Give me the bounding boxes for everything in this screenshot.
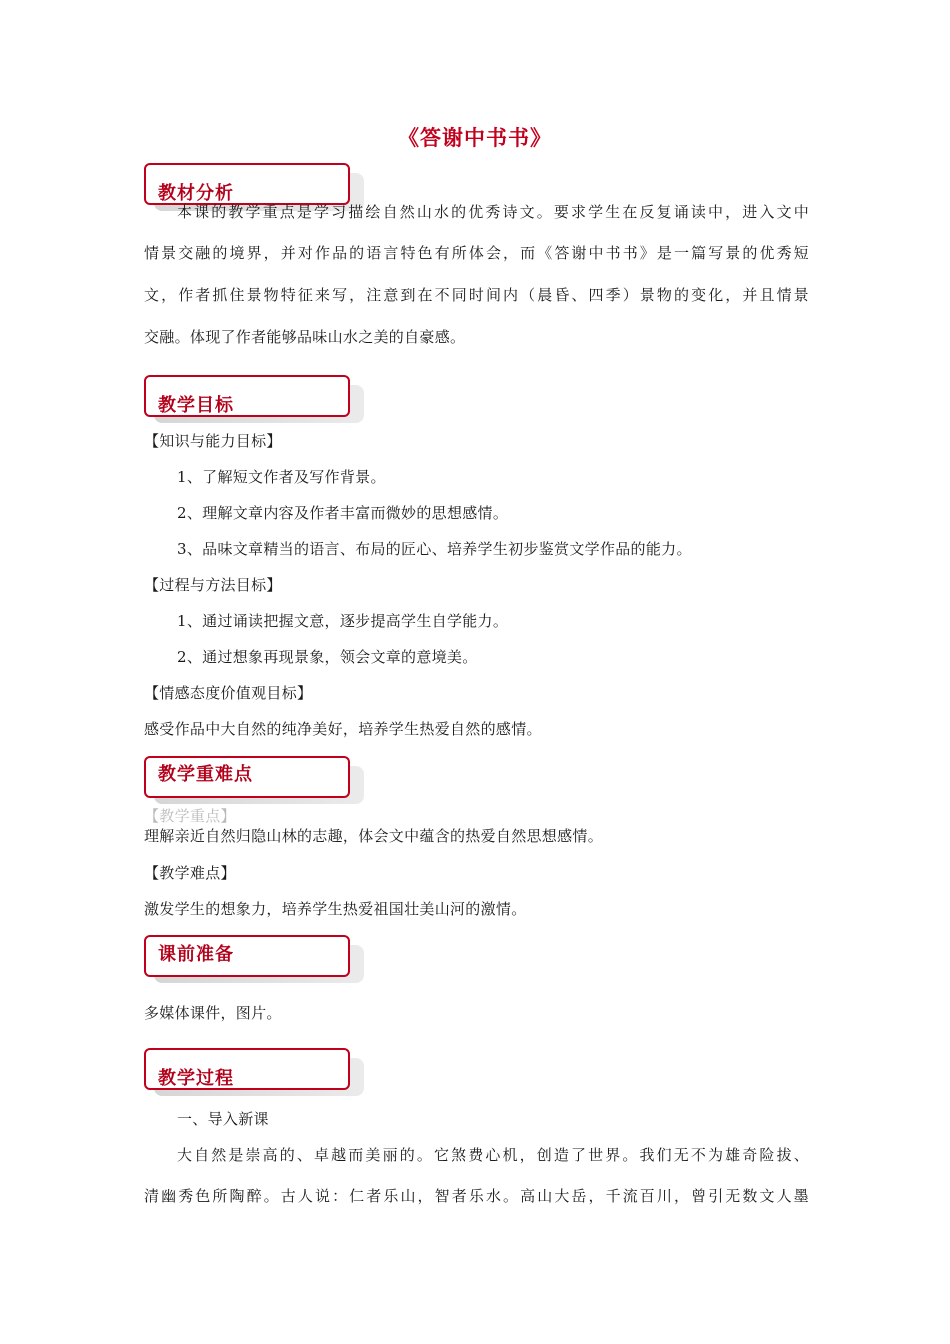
knowledge-goals-header: 【知识与能力目标】 [144,432,282,450]
process-goal-item: 1、通过诵读把握文意，逐步提高学生自学能力。 [177,612,509,630]
section-heading-label: 课前准备 [158,944,234,965]
knowledge-goal-item: 2、理解文章内容及作者丰富而微妙的思想感情。 [177,504,509,522]
knowledge-goal-item: 3、品味文章精当的语言、布局的匠心、培养学生初步鉴赏文学作品的能力。 [177,540,692,558]
knowledge-goal-item: 1、了解短文作者及写作背景。 [177,468,386,486]
focus-header: 【教学重点】 [144,807,236,825]
process-goal-item: 2、通过想象再现景象，领会文章的意境美。 [177,648,478,666]
emotion-goals-header: 【情感态度价值观目标】 [144,684,313,702]
section-heading-preparation [144,935,364,983]
section-heading-label: 教学目标 [158,395,234,416]
emotion-goal-text: 感受作品中大自然的纯净美好，培养学生热爱自然的感情。 [144,720,542,738]
process-text-line: 大自然是崇高的、卓越而美丽的。它煞费心机，创造了世界。我们无不为雄奇险拔、 [177,1146,809,1164]
section-heading-goals [144,375,364,423]
section-heading-label: 教学重难点 [158,764,253,785]
difficulty-text: 激发学生的想象力，培养学生热爱祖国壮美山河的激情。 [144,900,527,918]
section-heading-keypoints [144,756,364,804]
analysis-line: 文，作者抓住景物特征来写，注意到在不同时间内（晨昏、四季）景物的变化，并且情景 [144,286,809,304]
section-heading-label: 教学过程 [158,1068,234,1089]
document-title: 《答谢中书书》 [398,126,552,150]
difficulty-header: 【教学难点】 [144,864,236,882]
process-text-line: 清幽秀色所陶醉。古人说：仁者乐山，智者乐水。高山大岳，千流百川，曾引无数文人墨 [144,1187,809,1205]
section-heading-label: 教材分析 [158,183,234,204]
process-goals-header: 【过程与方法目标】 [144,576,282,594]
preparation-text: 多媒体课件，图片。 [144,1004,282,1022]
section-heading-process [144,1048,364,1096]
process-step-heading: 一、导入新课 [177,1110,269,1128]
focus-text: 理解亲近自然归隐山林的志趣，体会文中蕴含的热爱自然思想感情。 [144,827,604,845]
analysis-line: 情景交融的境界，并对作品的语言特色有所体会，而《答谢中书书》是一篇写景的优秀短 [144,244,809,262]
analysis-line: 本课的教学重点是学习描绘自然山水的优秀诗文。要求学生在反复诵读中，进入文中 [177,203,809,221]
analysis-line: 交融。体现了作者能够品味山水之美的自豪感。 [144,328,466,346]
